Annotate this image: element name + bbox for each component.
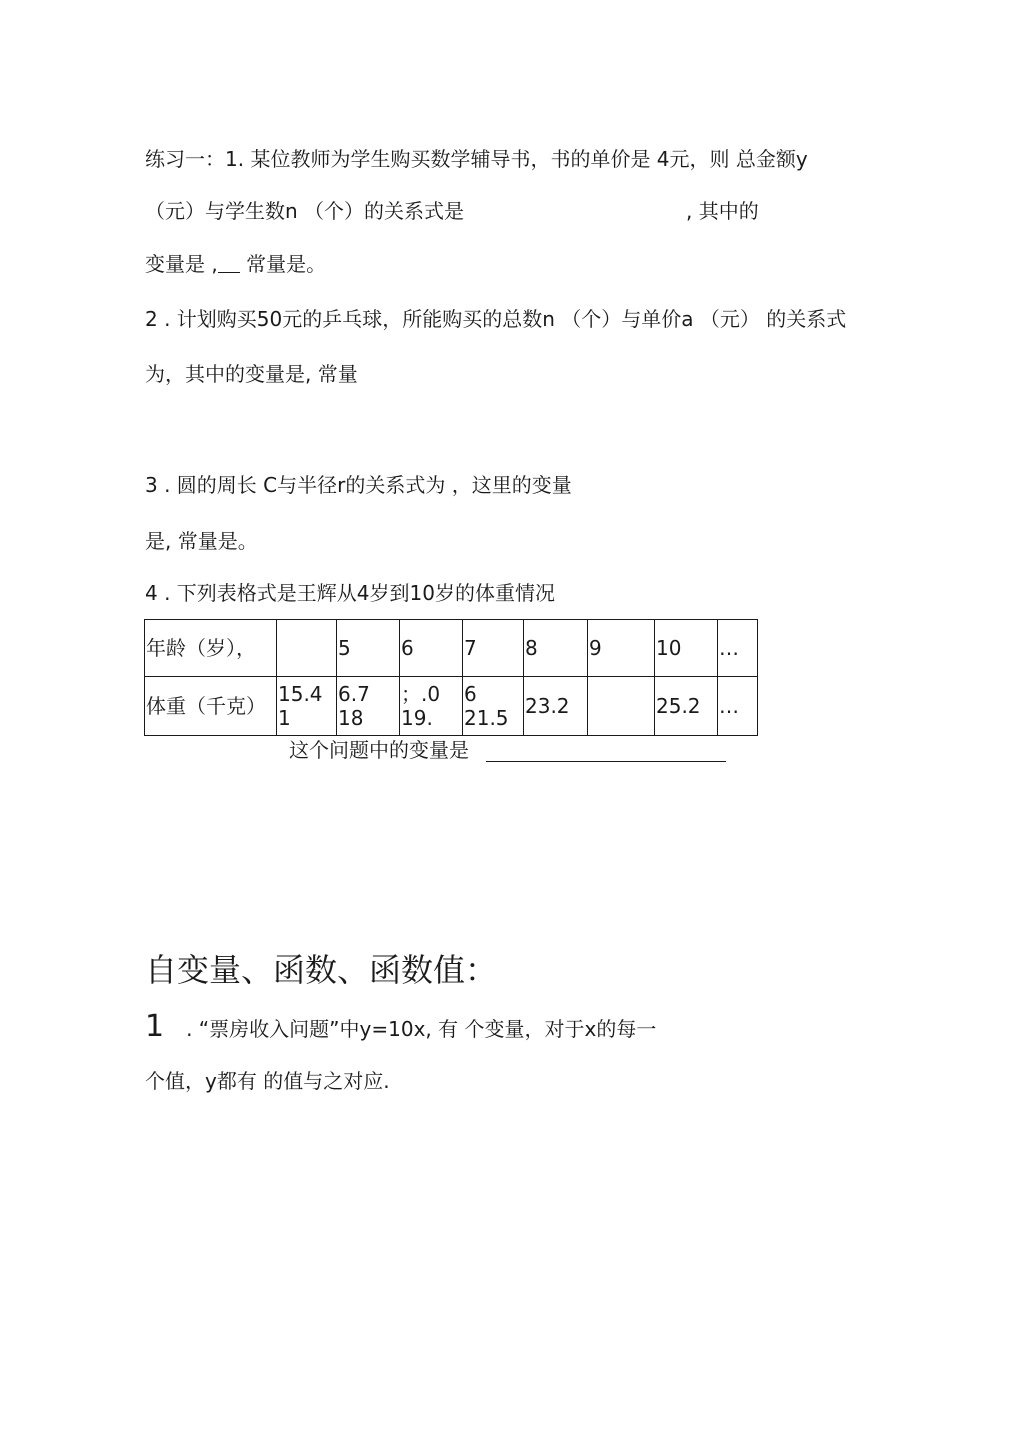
- exercise1-line2-right: , 其中的: [686, 199, 759, 223]
- section-item-line2: 个值，y都有 的值与之对应.: [145, 1069, 390, 1093]
- exercise1-line3-suffix: 常量是。: [239, 252, 327, 276]
- table-cell: 6.7 18: [337, 677, 400, 736]
- exercise1-line2: （元）与学生数n （个）的关系式是: [145, 199, 465, 223]
- exercise2-line1: 2 . 计划购买50元的乒乓球，所能购买的总数n （个）与单价a （元） 的关系式: [145, 307, 847, 331]
- answer-line: [486, 761, 726, 762]
- table-cell: 6 21.5: [463, 677, 524, 736]
- table-cell: ；.0 19.: [400, 677, 463, 736]
- table-cell: 5: [337, 620, 400, 677]
- exercise4-line1: 4 . 下列表格式是王辉从4岁到10岁的体重情况: [145, 581, 555, 605]
- table-cell: 23.2: [524, 677, 588, 736]
- section-heading: 自变量、函数、函数值：: [145, 951, 498, 989]
- table-cell: 15.4 1: [277, 677, 337, 736]
- table-cell: 年龄（岁），: [145, 620, 277, 677]
- table-cell: 10: [655, 620, 718, 677]
- table-cell: 25.2: [655, 677, 718, 736]
- table-cell: 7: [463, 620, 524, 677]
- exercise3-line1: 3 . 圆的周长 C与半径r的关系式为 ，这里的变量: [145, 473, 572, 497]
- exercise1-line1: 练习一：1. 某位教师为学生购买数学辅导书，书的单价是 4元，则 总金额y: [145, 147, 808, 171]
- exercise3-line2: 是, 常量是。: [145, 529, 258, 553]
- section-item-line1: [145, 1009, 657, 1044]
- table-cell: 8: [524, 620, 588, 677]
- table-cell: …: [718, 620, 758, 677]
- exercise1-line3-comma: ,: [211, 252, 218, 276]
- table-cell: [588, 677, 655, 736]
- table-cell: 体重（千克）: [145, 677, 277, 736]
- exercise1-line3-prefix: 变量是: [145, 252, 212, 276]
- table-row-weight: [145, 677, 758, 736]
- answer-blank: [218, 254, 240, 273]
- table-cell: 6: [400, 620, 463, 677]
- item-number: 1: [145, 1009, 165, 1044]
- table-cell: …: [718, 677, 758, 736]
- weight-table: [144, 619, 758, 736]
- table-cell: 9: [588, 620, 655, 677]
- exercise1-line3: [145, 252, 326, 276]
- exercise2-line2: 为，其中的变量是, 常量: [145, 362, 358, 386]
- table-row-age: [145, 620, 758, 677]
- table-cell: [277, 620, 337, 677]
- exercise4-after: 这个问题中的变量是: [289, 738, 469, 762]
- section-line1-text: . “票房收入问题”中y=10x, 有 个变量，对于x的每一: [186, 1017, 657, 1041]
